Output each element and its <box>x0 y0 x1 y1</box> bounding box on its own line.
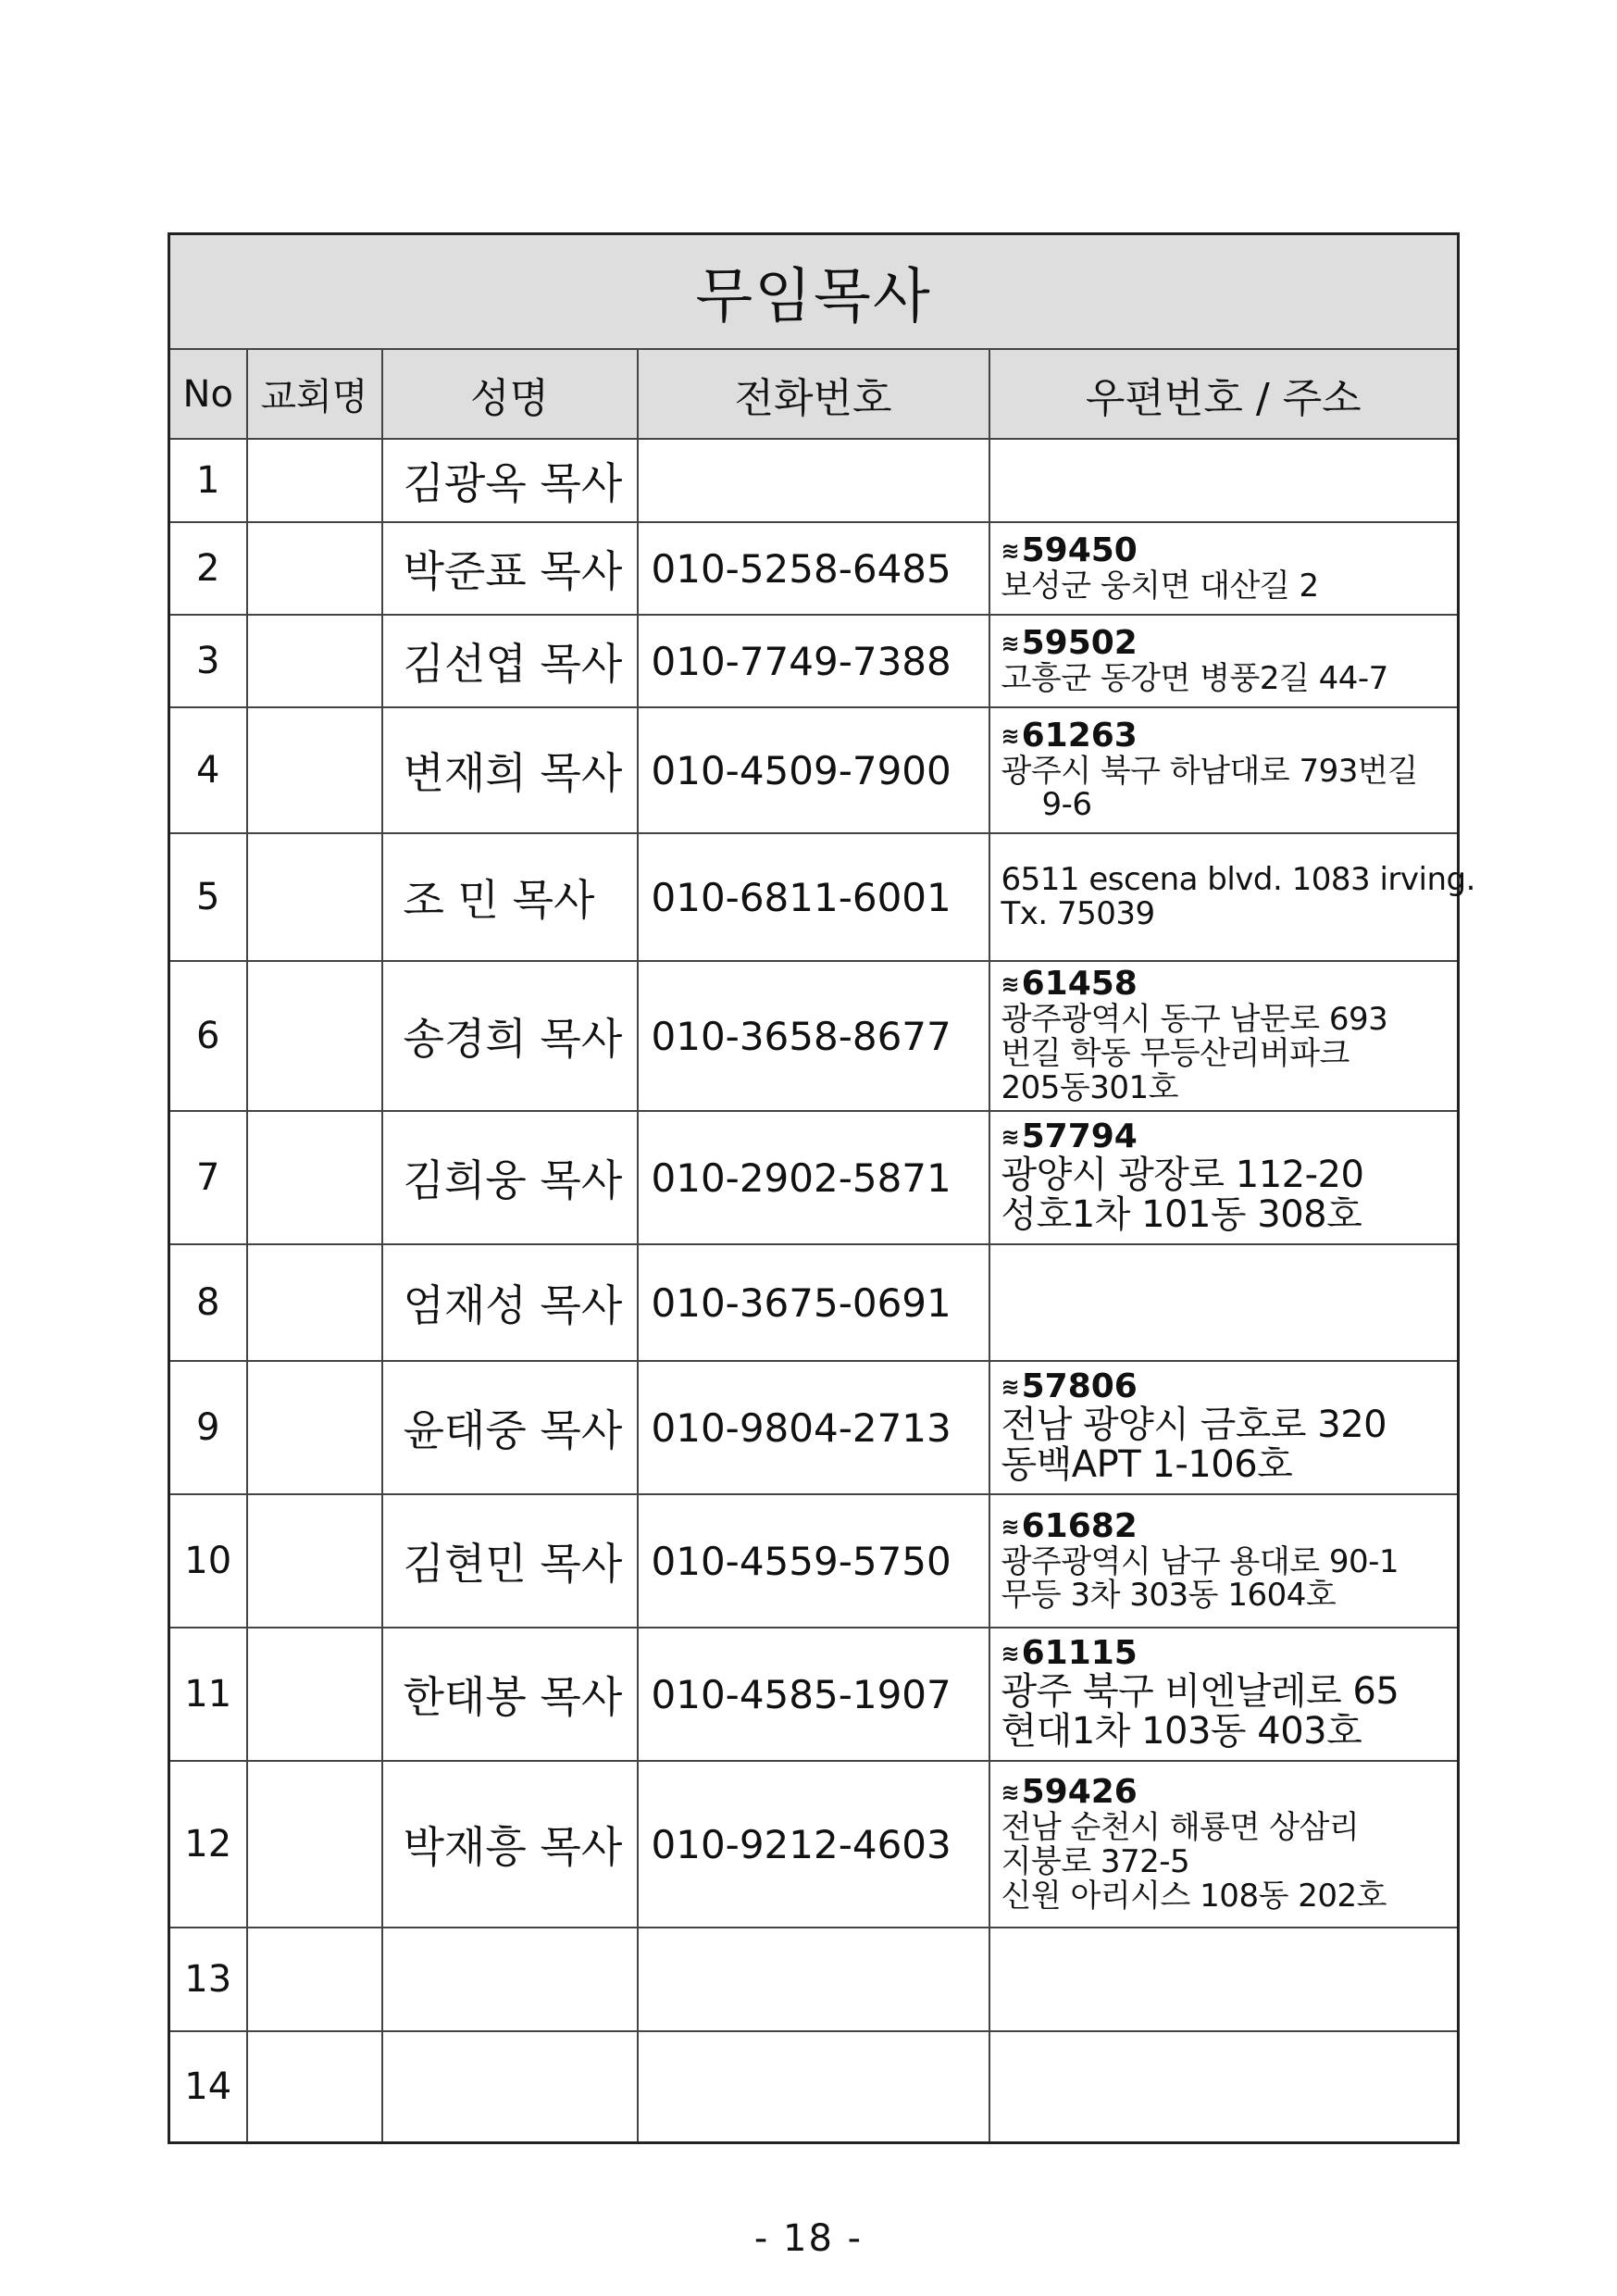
address-cell <box>989 1761 1459 1928</box>
address-line: 광양시 광장로 112-20 <box>1001 1154 1364 1197</box>
church-name <box>247 2031 382 2142</box>
row-number: 1 <box>169 439 247 522</box>
address-cell <box>989 1494 1459 1628</box>
postal-mark-icon: ≋ <box>1001 1374 1020 1401</box>
phone-number: 010-5258-6485 <box>638 522 989 615</box>
table-row <box>169 833 1459 961</box>
address-cell <box>989 1628 1459 1761</box>
postal-code-value: 57794 <box>1021 1117 1138 1156</box>
address-cell <box>989 833 1475 961</box>
address-line: 신원 아리시스 108동 202호 <box>1001 1877 1387 1915</box>
row-number: 13 <box>169 1928 247 2031</box>
postal-code <box>1001 533 1454 569</box>
postal-code-value: 61263 <box>1021 716 1138 755</box>
row-number: 14 <box>169 2031 247 2142</box>
phone-number: 010-7749-7388 <box>638 615 989 707</box>
row-number: 7 <box>169 1111 247 1244</box>
pastor-name: 김광옥 목사 <box>382 439 638 522</box>
phone-number: 010-2902-5871 <box>638 1111 989 1244</box>
pastor-name: 한태봉 목사 <box>382 1628 638 1761</box>
address-cell <box>989 1361 1459 1494</box>
postal-code <box>1001 1506 1454 1545</box>
postal-code <box>1001 1775 1454 1811</box>
postal-mark-icon: ≋ <box>1001 630 1020 657</box>
row-number: 9 <box>169 1361 247 1494</box>
table-row <box>169 707 1459 833</box>
postal-code-value: 61458 <box>1021 965 1138 1004</box>
address-line: 동백APT 1-106호 <box>1001 1443 1293 1487</box>
row-number: 10 <box>169 1494 247 1628</box>
postal-code-value: 61115 <box>1021 1634 1138 1673</box>
pastor-name: 엄재성 목사 <box>382 1244 638 1361</box>
header-row <box>169 349 1459 439</box>
address-line: Tx. 75039 <box>1001 895 1155 932</box>
header-church: 교회명 <box>247 349 382 439</box>
postal-mark-icon: ≋ <box>1001 538 1020 565</box>
postal-mark-icon: ≋ <box>1001 1513 1020 1540</box>
postal-mark-icon: ≋ <box>1001 1124 1020 1151</box>
postal-code-value: 59502 <box>1021 624 1138 663</box>
address-line: 보성군 웅치면 대산길 2 <box>1001 568 1319 605</box>
row-number: 4 <box>169 707 247 833</box>
address-line: 현대1차 103동 403호 <box>1001 1710 1362 1753</box>
phone-number <box>638 2031 989 2142</box>
address-cell <box>989 615 1459 707</box>
header-phone: 전화번호 <box>638 349 989 439</box>
table-row <box>169 961 1459 1111</box>
row-number: 3 <box>169 615 247 707</box>
postal-code <box>1001 1119 1454 1155</box>
table-row <box>169 615 1459 707</box>
row-number: 12 <box>169 1761 247 1928</box>
address-line: 광주광역시 동구 남문로 693 <box>1001 1001 1388 1039</box>
address-line: 지붕로 372-5 <box>1001 1843 1190 1881</box>
address-line: 205동301호 <box>1001 1068 1178 1106</box>
postal-mark-icon: ≋ <box>1001 971 1020 998</box>
address-line: 9-6 <box>1041 786 1092 824</box>
phone-number: 010-4509-7900 <box>638 707 989 833</box>
church-name <box>247 1111 382 1244</box>
phone-number: 010-4559-5750 <box>638 1494 989 1628</box>
address-cell <box>989 2031 1459 2142</box>
table-row <box>169 1928 1459 2031</box>
postal-code-value: 59426 <box>1021 1773 1138 1812</box>
table-row <box>169 1494 1459 1628</box>
postal-code <box>1001 718 1454 755</box>
table-row <box>169 1361 1459 1494</box>
postal-mark-icon: ≋ <box>1001 722 1020 749</box>
address-line: 성호1차 101동 308호 <box>1001 1193 1362 1237</box>
church-name <box>247 439 382 522</box>
postal-code <box>1001 1369 1454 1405</box>
church-name <box>247 961 382 1111</box>
postal-code <box>1001 1636 1454 1672</box>
address-line: 광주 북구 비엔날레로 65 <box>1001 1670 1399 1714</box>
pastor-name <box>382 1928 638 2031</box>
address-cell <box>989 522 1459 615</box>
address-line: 광주시 북구 하남대로 793번길 <box>1001 752 1418 790</box>
church-name <box>247 707 382 833</box>
header-address: 우편번호 / 주소 <box>989 349 1459 439</box>
address-cell <box>989 1928 1459 2031</box>
postal-code <box>1001 967 1454 1003</box>
address-line: 무등 3차 303동 1604호 <box>1001 1577 1337 1615</box>
address-cell <box>989 1244 1459 1361</box>
table-row <box>169 1244 1459 1361</box>
postal-code-value: 59450 <box>1021 531 1138 570</box>
postal-code-value: 61682 <box>1021 1506 1138 1545</box>
church-name <box>247 1928 382 2031</box>
address-line: 번길 학동 무등산리버파크 <box>1001 1035 1350 1073</box>
postal-code-value: 57806 <box>1021 1367 1138 1406</box>
phone-number: 010-9804-2713 <box>638 1361 989 1494</box>
pastor-name: 조 민 목사 <box>382 833 638 961</box>
postal-mark-icon: ≋ <box>1001 1779 1020 1806</box>
phone-number: 010-3658-8677 <box>638 961 989 1111</box>
header-name: 성명 <box>382 349 638 439</box>
table-row <box>169 2031 1459 2142</box>
pastor-directory-table <box>168 232 1475 2144</box>
address-line: 전남 광양시 금호로 320 <box>1001 1404 1387 1447</box>
table-row <box>169 439 1459 522</box>
address-cell <box>989 439 1459 522</box>
address-line: 고흥군 동강면 병풍2길 44-7 <box>1001 660 1388 698</box>
phone-number: 010-6811-6001 <box>638 833 989 961</box>
table-row <box>169 1628 1459 1761</box>
address-cell <box>989 707 1459 833</box>
phone-number: 010-4585-1907 <box>638 1628 989 1761</box>
address-cell <box>989 1111 1459 1244</box>
table-title: 무임목사 <box>169 234 1459 350</box>
address-line: 광주광역시 남구 용대로 90-1 <box>1001 1542 1399 1580</box>
church-name <box>247 1628 382 1761</box>
pastor-name: 변재희 목사 <box>382 707 638 833</box>
page-number: - 18 - <box>753 2217 864 2260</box>
church-name <box>247 1244 382 1361</box>
table-row <box>169 1111 1459 1244</box>
row-number: 11 <box>169 1628 247 1761</box>
church-name <box>247 1761 382 1928</box>
church-name <box>247 1361 382 1494</box>
pastor-name <box>382 2031 638 2142</box>
pastor-name: 김희웅 목사 <box>382 1111 638 1244</box>
table-row <box>169 522 1459 615</box>
pastor-name: 김선엽 목사 <box>382 615 638 707</box>
pastor-name: 박재흥 목사 <box>382 1761 638 1928</box>
church-name <box>247 522 382 615</box>
row-number: 8 <box>169 1244 247 1361</box>
row-number: 2 <box>169 522 247 615</box>
row-number: 5 <box>169 833 247 961</box>
pastor-name: 송경희 목사 <box>382 961 638 1111</box>
address-line: 전남 순천시 해룡면 상삼리 <box>1001 1809 1360 1847</box>
pastor-name: 윤태중 목사 <box>382 1361 638 1494</box>
table-row <box>169 1761 1459 1928</box>
phone-number: 010-9212-4603 <box>638 1761 989 1928</box>
postal-code <box>1001 626 1454 662</box>
phone-number: 010-3675-0691 <box>638 1244 989 1361</box>
address-cell <box>989 961 1459 1111</box>
pastor-name: 김현민 목사 <box>382 1494 638 1628</box>
header-no: No <box>169 349 247 439</box>
phone-number <box>638 1928 989 2031</box>
row-number: 6 <box>169 961 247 1111</box>
church-name <box>247 833 382 961</box>
postal-mark-icon: ≋ <box>1001 1641 1020 1667</box>
address-line: 6511 escena blvd. 1083 irving. <box>1001 861 1475 899</box>
pastor-name: 박준표 목사 <box>382 522 638 615</box>
church-name <box>247 615 382 707</box>
church-name <box>247 1494 382 1628</box>
phone-number <box>638 439 989 522</box>
